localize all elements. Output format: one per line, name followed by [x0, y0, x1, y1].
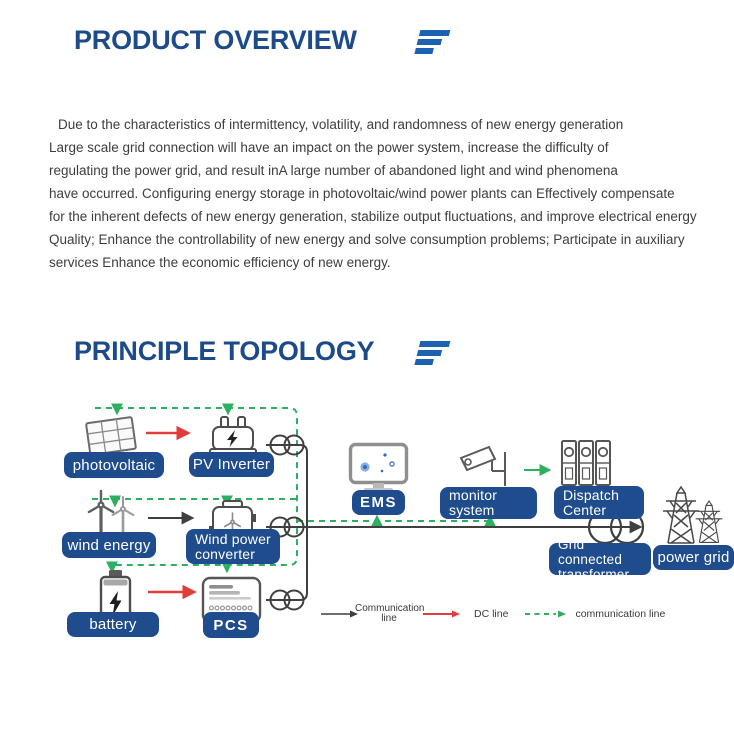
- pcs-label: PCS: [203, 612, 259, 638]
- pv-inverter-label: PV Inverter: [189, 452, 274, 477]
- dispatch-center-label: Dispatch Center: [554, 486, 644, 519]
- section-bars-icon: [414, 30, 451, 57]
- paragraph-line: have occurred. Configuring energy storage in photovoltaic/wind power plants can Effectively compensate: [49, 186, 675, 201]
- communication-line-green-legend-label: communication line: [575, 608, 666, 620]
- camera-icon: [461, 447, 505, 486]
- overview-paragraph: [49, 113, 729, 274]
- dc-line-swatch: [423, 608, 461, 620]
- paragraph-line: Quality; Enhance the controllability of new energy and solve consumption problems; Participate in auxiliary: [49, 232, 685, 247]
- paragraph-line: for the inherent defects of new energy generation, stabilize output fluctuations, and improve electrical energy: [49, 209, 697, 224]
- power-grid-label: power grid: [653, 545, 734, 570]
- battery-label: battery: [67, 612, 159, 637]
- wind-power-converter-label: Wind power converter: [186, 529, 280, 564]
- monitor-system-label: monitor system: [440, 487, 537, 519]
- communication-line-green-swatch: [525, 608, 567, 620]
- principle-topology-title: PRINCIPLE TOPOLOGY: [74, 336, 375, 366]
- wind-energy-label: wind energy: [62, 532, 156, 558]
- wind-turbines-icon: [89, 491, 133, 536]
- ems-monitor-icon: [351, 445, 407, 493]
- photovoltaic-label: photovoltaic: [64, 452, 164, 478]
- paragraph-line: Large scale grid connection will have an impact on the power system, increase the difficulty of: [49, 140, 609, 155]
- section-bars-icon: [414, 341, 451, 368]
- paragraph-line: services Enhance the economic efficiency of new energy.: [49, 255, 391, 270]
- communication-line-legend-label: Communication line: [355, 603, 425, 624]
- power-grid-towers-icon: [663, 487, 722, 543]
- product-overview-title: PRODUCT OVERVIEW: [74, 25, 357, 55]
- paragraph-line: Due to the characteristics of intermittency, volatility, and randomness of new energy generation: [58, 117, 624, 132]
- dc-line-legend-label: DC line: [474, 608, 509, 620]
- transformer-icons: [271, 436, 304, 610]
- communication-line-swatch: [321, 608, 359, 620]
- diagram-legend: [321, 601, 665, 627]
- paragraph-line: regulating the power grid, and result inA large number of abandoned light and wind phenomena: [49, 163, 618, 178]
- grid-connected-transformer-label: Grid connected transformer: [549, 543, 651, 575]
- ems-label: EMS: [352, 490, 405, 515]
- binders-icon: [562, 441, 610, 485]
